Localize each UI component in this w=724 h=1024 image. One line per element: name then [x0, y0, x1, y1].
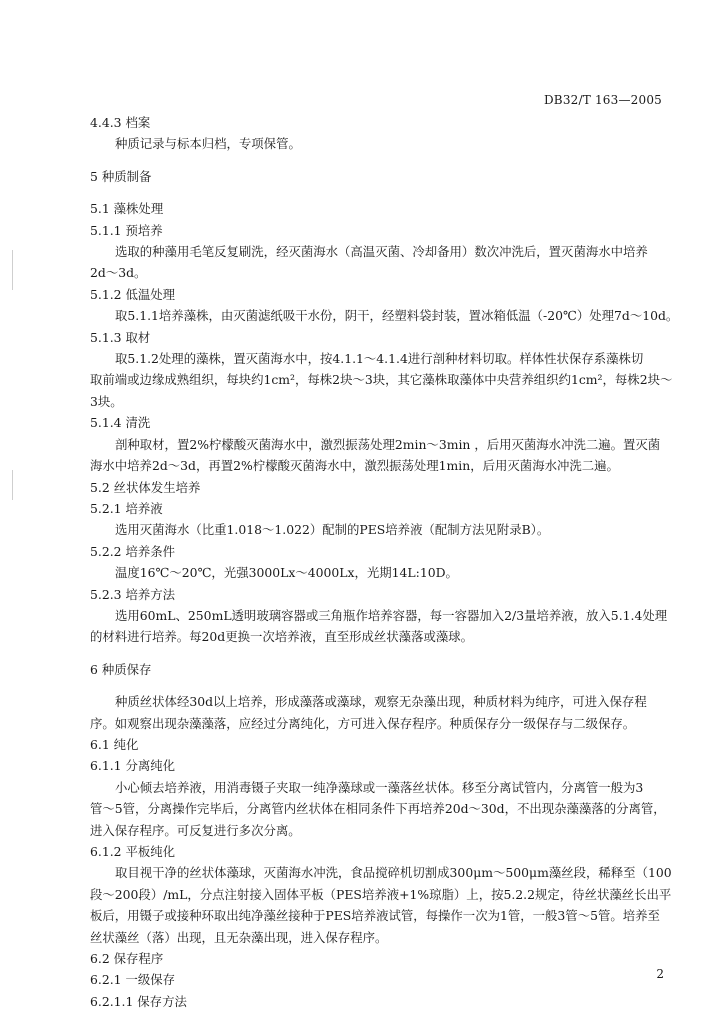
- text-line: 6.2.1 一级保存: [90, 972, 176, 988]
- text-line: 6.1 纯化: [90, 736, 139, 752]
- text-line: 的材料进行培养。每20d更换一次培养液，直至形成丝状藻落或藻球。: [90, 629, 474, 645]
- paragraph-gap: [90, 648, 670, 659]
- text-line: 管～5管，分离操作完毕后，分离管内丝状体在相同条件下再培养20d～30d，不出现杂藻藻落的分离管，: [90, 801, 666, 817]
- text-line: 4.4.3 档案: [90, 115, 151, 130]
- text-line: 选取的种藻用毛笔反复刷洗，经灭菌海水（高温灭菌、冷却备用）数次冲洗后，置灭菌海水中培养: [115, 244, 648, 260]
- text-line: 海水中培养2d～3d，再置2%柠檬酸灭菌海水中，激烈振荡处理1min，后用灭菌海水冲洗二遍。: [90, 458, 619, 474]
- text-line: 选用灭菌海水（比重1.018～1.022）配制的PES培养液（配制方法见附录B）。: [115, 522, 550, 538]
- text-line: 选用60mL、250mL透明玻璃容器或三角瓶作培养容器，每一容器加入2/3量培养液，放入5.1.4处理: [115, 607, 668, 623]
- text-line: 6.2 保存程序: [90, 951, 164, 967]
- scan-artifact: [12, 470, 13, 500]
- text-line: 板后，用镊子或接种环取出纯净藻丝接种于PES培养液试管，每操作一次为1管，一般3管～5管。培养至: [90, 908, 660, 924]
- text-line: 5.1.1 预培养: [90, 222, 163, 238]
- standard-code: DB32/T 163—2005: [543, 93, 662, 107]
- document-body: [90, 112, 679, 1012]
- text-line: 5.1.3 取材: [90, 329, 151, 345]
- text-line: 2d～3d。: [90, 265, 147, 281]
- scan-artifact: [12, 250, 13, 290]
- text-line: 丝状藻丝（落）出现，且无杂藻出现，进入保存程序。: [90, 929, 388, 945]
- text-line: 5.1.4 清洗: [90, 415, 151, 431]
- text-line: 6.2.1.1 保存方法: [90, 993, 187, 1009]
- text-line: 剖种取材，置2%柠檬酸灭菌海水中，激烈振荡处理2min～3min ，后用灭菌海水冲洗二遍。置灭菌: [115, 436, 661, 452]
- text-line: 3块。: [90, 393, 123, 409]
- text-line: 取目视干净的丝状体藻球，灭菌海水冲洗，食品搅碎机切割成300μm～500μm藻丝段，稀释至（100: [115, 865, 672, 881]
- text-line: 取前端或边缘成熟组织，每块约1cm²，每株2块～3块，其它藻株取藻体中央营养组织约1cm²，每株2块～: [90, 372, 673, 388]
- text-line: 进入保存程序。可反复进行多次分离。: [90, 822, 301, 838]
- text-line: 小心倾去培养液，用消毒镊子夹取一纯净藻球或一藻落丝状体。移至分离试管内，分离管一般为3: [115, 779, 644, 795]
- paragraph-gap: [90, 155, 670, 166]
- text-line: 取5.1.2处理的藻株，置灭菌海水中，按4.1.1～4.1.4进行剖种材料切取。样体性状保存系藻株切: [115, 351, 644, 367]
- paragraph-gap: [90, 187, 670, 198]
- text-line: 种质记录与标本归档，专项保管。: [115, 136, 301, 152]
- text-line: 5.1 藻株处理: [90, 201, 164, 217]
- text-line: 5.2.1 培养液: [90, 500, 163, 516]
- text-line: 5.2.2 培养条件: [90, 543, 176, 559]
- paragraph-gap: [90, 680, 670, 691]
- text-line: 序。如观察出现杂藻藻落，应经过分离纯化，方可进入保存程序。种质保存分一级保存与二级保存。: [90, 715, 636, 731]
- text-line: 6 种质保存: [90, 661, 152, 677]
- text-line: 5.2 丝状体发生培养: [90, 479, 201, 495]
- text-line: 种质丝状体经30d以上培养，形成藻落或藻球，观察无杂藻出现，种质材料为纯序，可进入保存程: [115, 694, 647, 710]
- text-line: 6.1.1 分离纯化: [90, 758, 176, 774]
- text-line: 6.1.2 平板纯化: [90, 844, 176, 859]
- page-number: 2: [656, 967, 664, 981]
- text-line: 取5.1.1培养藻株，由灭菌滤纸吸干水份，阴干，经塑料袋封装，置冰箱低温（-20℃）处理7d～10d。: [115, 308, 679, 324]
- text-line: 温度16℃～20℃，光强3000Lx～4000Lx，光期14L:10D。: [115, 565, 458, 581]
- text-line: 5.2.3 培养方法: [90, 586, 176, 602]
- text-line: 5.1.2 低温处理: [90, 286, 176, 302]
- text-line: 段～200段）/mL，分点注射接入固体平板（PES培养液+1%琼脂）上，按5.2.2规定，待丝状藻丝长出平: [90, 886, 672, 902]
- text-line: 5 种质制备: [90, 168, 152, 184]
